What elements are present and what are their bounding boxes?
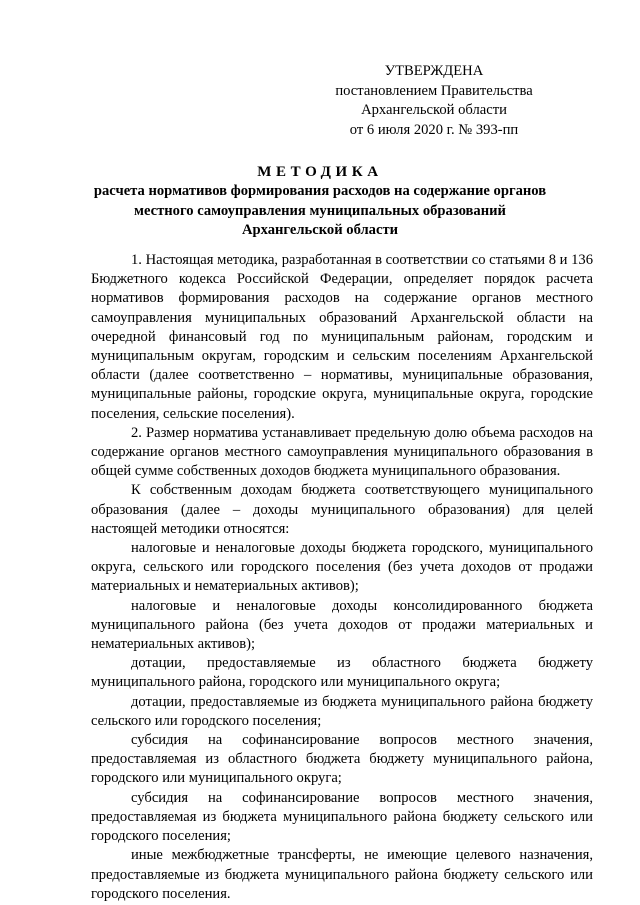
title-line-1: расчета нормативов формирования расходов на содержание органов [93, 183, 547, 199]
paragraph: 2. Размер норматива устанавливает предельную долю объема расходов на содержание органов местного самоуправления муниципального образования в общей сумме собственных доходов бюджета муниципального образования. [91, 424, 593, 480]
paragraph: налоговые и неналоговые доходы бюджета городского, муниципального округа, сельского или городского поселения (без учета доходов от продажи материальных и нематериальных активов); [91, 540, 593, 595]
paragraph: налоговые и неналоговые доходы консолидированного бюджета муниципального района (без учета доходов от продажи материальных и нематериальных активов); [91, 597, 593, 653]
title-heading: МЕТОДИКА [257, 164, 383, 180]
approval-date-number: от 6 июля 2020 г. № 393-пп [349, 121, 519, 138]
paragraph: субсидия на софинансирование вопросов местного значения, предоставляемая из областного бюджета бюджету муниципального района, городского или муниципального округа; [91, 732, 593, 787]
approval-resolution: постановлением Правительства [335, 82, 533, 99]
approval-stamp [300, 62, 568, 140]
document-body [91, 251, 593, 904]
paragraph: К собственным доходам бюджета соответствующего муниципального образования (далее – доходы муниципального образования) для целей настоящей методики относятся: [91, 482, 593, 537]
paragraph: субсидия на софинансирование вопросов местного значения, предоставляемая из бюджета муниципального района бюджету сельского или городского поселения; [91, 789, 593, 845]
approval-status: УТВЕРЖДЕНА [384, 63, 484, 79]
paragraph: иные межбюджетные трансферты, не имеющие целевого назначения, предоставляемые из бюджета муниципального района бюджету сельского или городского поселения. [91, 847, 593, 902]
approval-region: Архангельской области [361, 102, 507, 118]
paragraph: дотации, предоставляемые из областного бюджета бюджету муниципального района, городского или муниципального округа; [91, 655, 593, 691]
title-line-3: Архангельской области [241, 222, 399, 238]
document-title [0, 162, 640, 241]
title-line-2: местного самоуправления муниципальных образований [134, 202, 506, 219]
paragraph: дотации, предоставляемые из бюджета муниципального района бюджету сельского или городского поселения; [91, 693, 593, 729]
paragraph: 1. Настоящая методика, разработанная в соответствии со статьями 8 и 136 Бюджетного кодекса Российской Федерации, определяет порядок расчета нормативов формирования расходов на содержание органов местного самоуправления муниципальных образований Архангельской области на очередной финансовый год по муниципальным районам, городским и муниципальным округам, городским и сельским поселениям Архангельской области (далее соответственно – нормативы, муниципальные образования, муниципальные районы, городские округа, муниципальные округа, городские поселения, сельские поселения). [91, 252, 594, 422]
